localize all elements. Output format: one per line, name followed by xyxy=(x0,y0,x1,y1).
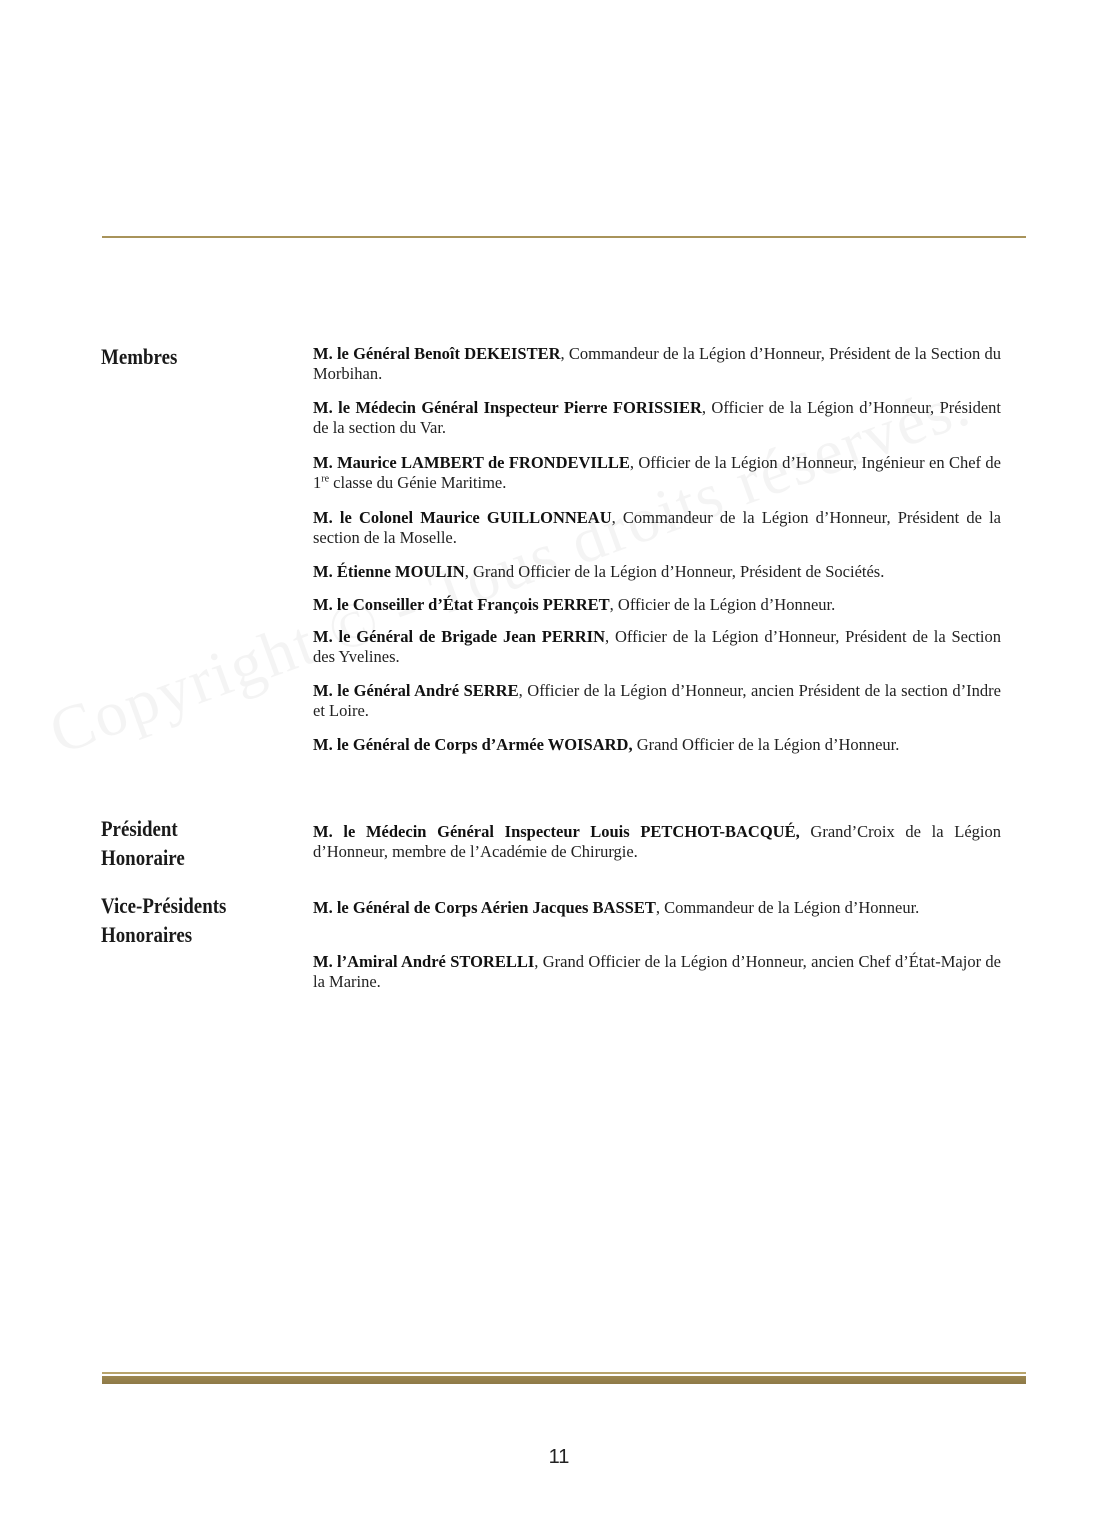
member-name: M. le Conseiller d’État François PERRET xyxy=(313,595,610,614)
page-number: 11 xyxy=(548,1446,570,1468)
member-description: , Officier de la Légion d’Honneur, Président de la section du Var. xyxy=(313,398,1001,437)
section-label-text: Membres xyxy=(101,344,178,369)
member-entry xyxy=(313,344,1001,384)
member-description: , Commandeur de la Légion d’Honneur. xyxy=(655,898,920,917)
member-description: Grand’Croix de la Légion d’Honneur, membre de l’Académie de Chirurgie. xyxy=(313,822,1001,861)
member-name: M. le Général de Corps d’Armée WOISARD, xyxy=(313,735,633,754)
member-name: M. le Général André SERRE xyxy=(313,681,519,700)
section-label-line1: Vice-Présidents xyxy=(101,893,227,918)
section-label-line2: Honoraires xyxy=(101,922,193,947)
member-entry xyxy=(313,952,1001,992)
member-description: , Officier de la Légion d’Honneur, ancien Président de la section d’Indre et Loire. xyxy=(313,681,1001,720)
member-name: M. le Médecin Général Inspecteur Louis PETCHOT-BACQUÉ, xyxy=(313,822,800,841)
member-description: , Grand Officier de la Légion d’Honneur, Président de Sociétés. xyxy=(464,562,885,581)
member-description: Grand Officier de la Légion d’Honneur. xyxy=(632,735,900,754)
member-name: M. l’Amiral André STORELLI xyxy=(313,952,535,971)
member-entry xyxy=(313,508,1001,548)
section-label-vice-presidents-honoraires xyxy=(101,891,264,949)
member-description: , Officier de la Légion d’Honneur, Ingénieur en Chef de 1 xyxy=(313,453,1001,492)
member-name: M. Étienne MOULIN xyxy=(313,562,465,581)
member-description: , Officier de la Légion d’Honneur, Président de la Section des Yvelines. xyxy=(313,627,1001,666)
section-label-president-honoraire xyxy=(101,814,264,872)
member-entry xyxy=(313,562,1001,582)
member-entry xyxy=(313,681,1001,721)
member-description: , Commandeur de la Légion d’Honneur, Président de la section de la Moselle. xyxy=(313,508,1001,547)
member-description-continued: classe du Génie Maritime. xyxy=(329,473,507,492)
section-label-membres xyxy=(101,342,264,371)
member-entry xyxy=(313,627,1001,667)
member-description: , Commandeur de la Légion d’Honneur, Président de la Section du Morbihan. xyxy=(313,344,1002,383)
section-label-line2: Honoraire xyxy=(101,845,185,870)
section-label-line1: Président xyxy=(101,816,178,841)
member-name: M. le Général de Brigade Jean PERRIN xyxy=(313,627,606,646)
member-entry xyxy=(313,595,1001,615)
ordinal-superscript: re xyxy=(321,473,330,485)
top-divider xyxy=(102,236,1026,238)
member-entry xyxy=(313,898,1001,918)
member-name: M. le Colonel Maurice GUILLONNEAU xyxy=(313,508,612,527)
member-name: M. le Général Benoît DEKEISTER xyxy=(313,344,561,363)
member-description: , Grand Officier de la Légion d’Honneur, ancien Chef d’État-Major de la Marine. xyxy=(313,952,1001,991)
member-entry xyxy=(313,453,1001,493)
member-name: M. le Médecin Général Inspecteur Pierre FORISSIER xyxy=(313,398,702,417)
bottom-divider xyxy=(102,1372,1026,1384)
member-entry xyxy=(313,735,1001,755)
member-name: M. le Général de Corps Aérien Jacques BASSET xyxy=(313,898,656,917)
member-entry xyxy=(313,398,1001,438)
member-entry xyxy=(313,822,1001,862)
member-name: M. Maurice LAMBERT de FRONDEVILLE xyxy=(313,453,630,472)
member-description: , Officier de la Légion d’Honneur. xyxy=(609,595,836,614)
